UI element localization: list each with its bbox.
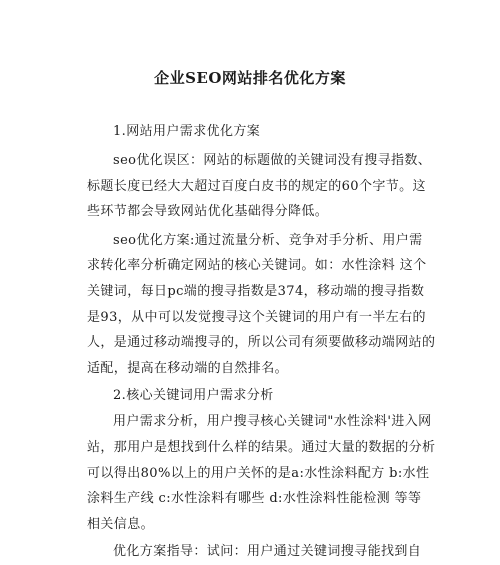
paragraph-line: 关键词，每日pc端的搜寻指数是374，移动端的搜寻指数	[87, 284, 425, 299]
paragraph-line: 是93，从中可以发觉搜寻这个关键词的用户有一半左右的	[87, 310, 426, 325]
section-heading-2: 2.核心关键词用户需求分析	[113, 388, 274, 403]
paragraph-line: 适配，提高在移动端的自然排名。	[87, 361, 289, 376]
paragraph-line: 些环节都会导致网站优化基础得分降低。	[87, 204, 329, 219]
paragraph-line: 可以得出80%以上的用户关怀的是a:水性涂料配方 b:水性	[87, 466, 430, 481]
paragraph-line: seo优化方案:通过流量分析、竞争对手分析、用户需	[113, 233, 423, 248]
paragraph-line: 人，是通过移动端搜寻的，所以公司有须要做移动端网站的	[87, 335, 436, 350]
paragraph-line: 相关信息。	[87, 517, 155, 532]
paragraph-line: 涂料生产线 c:水性涂料有哪些 d:水性涂料性能检测 等等	[87, 491, 422, 506]
section-heading-1: 1.网站用户需求优化方案	[113, 124, 261, 139]
paragraph-line: 求转化率分析确定网站的核心关键词。如：水性涂料 这个	[87, 258, 427, 273]
document-title: 企业SEO网站排名优化方案	[154, 69, 346, 87]
paragraph-line: seo优化误区：网站的标题做的关键词没有搜寻指数、	[113, 153, 432, 168]
paragraph-line: 优化方案指导：试问：用户通过关键词搜寻能找到自	[113, 544, 422, 559]
paragraph-line: 标题长度已经大大超过百度白皮书的规定的60个字节。这	[87, 179, 426, 194]
paragraph-line: 站，那用户是想找到什么样的结果。通过大量的数据的分析	[87, 440, 436, 455]
paragraph-line: 用户需求分析，用户搜寻核心关键词"水性涂料'进入网	[113, 414, 432, 429]
